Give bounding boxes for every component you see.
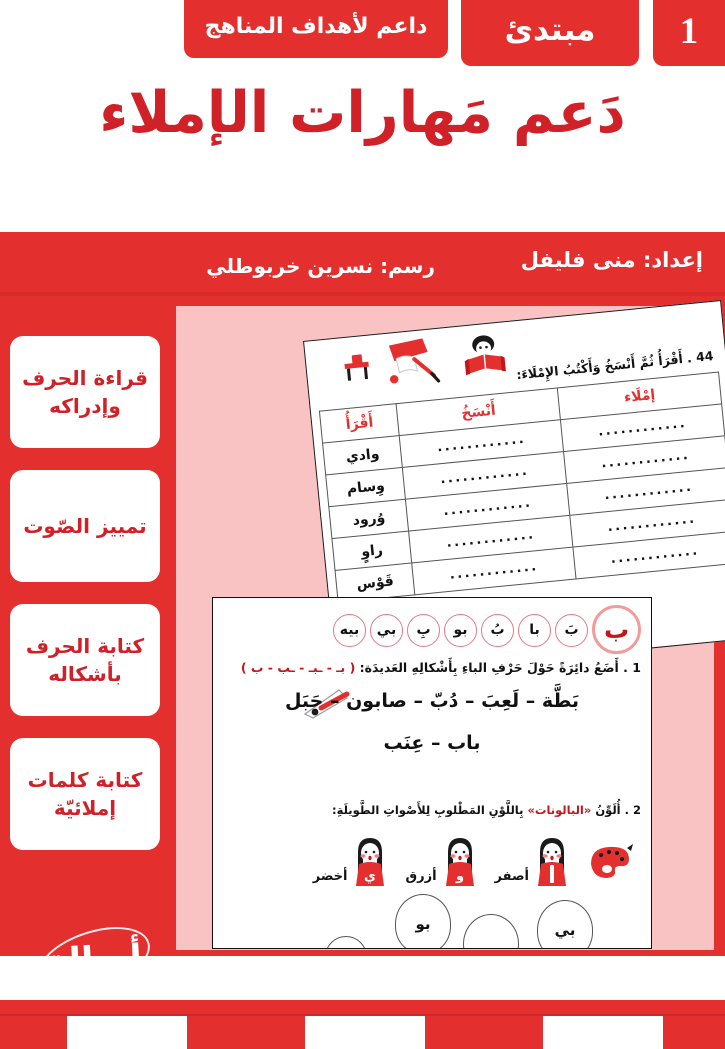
- exercise-2-text-start: 2 . أُلَوِّنُ: [591, 803, 641, 817]
- exercise-2-text-end: بِاللَّوْنِ المَطْلوبِ لِلأَصْواتِ الطَّويلَةِ:: [332, 803, 528, 817]
- svg-text:و: و: [455, 869, 464, 884]
- color-key-item: [313, 836, 390, 888]
- color-key-item: [405, 836, 478, 888]
- cell-copy: ............: [409, 515, 573, 563]
- bottom-tile: [663, 1016, 725, 1049]
- big-letter-baa: ب: [592, 605, 641, 654]
- worksheet-page-front: [212, 597, 652, 949]
- cell-dictation: ............: [570, 499, 725, 547]
- balloon-empty: [325, 936, 367, 949]
- cell-read: وُرود: [329, 499, 409, 538]
- feature-box-sound-discrimination: تمييز الصّوت: [10, 470, 160, 582]
- desk-icon: [339, 349, 376, 386]
- letter-form-circle: با: [518, 614, 551, 647]
- exercise-1-text: 1 . أَضَعُ دائِرَةً حَوْلَ حَرْفِ الباءِ بِأَشْكالِهِ العَديدَة:: [355, 660, 641, 675]
- girl-figure-icon: [351, 836, 389, 888]
- bottom-decorative-bar: [0, 1000, 725, 1049]
- column-header-copy: أَنْسَخُ: [396, 388, 560, 436]
- column-header-dictation: إمْلَاء: [557, 372, 721, 420]
- balloon: بو: [395, 894, 451, 949]
- author-band: [0, 232, 725, 296]
- column-header-read: أَقْرَأُ: [319, 404, 399, 443]
- cell-copy: ............: [403, 452, 567, 500]
- publisher-name: أصالة: [44, 937, 144, 983]
- feature-box-spelling-words: كتابة كلمات إملائيّة: [10, 738, 160, 850]
- bottom-tile: [0, 1016, 67, 1049]
- letter-form-circle: بَ: [555, 614, 588, 647]
- cell-dictation: ............: [564, 436, 725, 484]
- letter-forms-row: [223, 607, 641, 651]
- balloon: بي: [537, 900, 593, 949]
- balloon-row: [253, 890, 611, 949]
- feature-box-list: [10, 336, 160, 872]
- cell-dictation: ............: [567, 468, 725, 516]
- bottom-tile: [425, 1016, 543, 1049]
- color-key-label: أصفر: [494, 869, 529, 884]
- copy-dictation-table: [319, 372, 725, 603]
- author-prepared-by: إعداد: منى فليفل: [520, 248, 703, 272]
- top-badge-row: [0, 0, 725, 70]
- girl-figure-icon: [441, 836, 479, 888]
- balloon-empty: [463, 914, 519, 949]
- letter-form-circle: بِ: [407, 614, 440, 647]
- exercise-2-highlight: «البالونات»: [527, 803, 592, 817]
- feature-box-letter-reading: قراءة الحرف وإدراكه: [10, 336, 160, 448]
- cell-copy: ............: [400, 420, 564, 468]
- badge-curriculum-support: داعم لأهداف المناهج: [184, 0, 448, 58]
- exercise-2-instruction: [223, 803, 641, 817]
- cell-read: قَوْس: [335, 563, 415, 602]
- worksheet-top-instruction: 44 . أَقْرَأُ ثُمَّ أَنْسَخُ وَأَكْتُبُ الإِمْلَاءَ:: [515, 348, 715, 383]
- cell-copy: ............: [412, 547, 576, 595]
- color-key-item: [495, 836, 571, 888]
- bottom-tile: [305, 1016, 425, 1049]
- bottom-tile: [187, 1016, 305, 1049]
- color-key-label: أخضر: [312, 869, 348, 884]
- exercise-1-word-line-1: بَطَّة – لَعِبَ – دُبّ – صابون – جَبَل: [284, 690, 580, 712]
- feature-box-letter-writing: كتابة الحرف بأشكاله: [10, 604, 160, 716]
- svg-text:ي: ي: [364, 869, 377, 884]
- color-key-row: [231, 826, 633, 888]
- bottom-tile: [543, 1016, 663, 1049]
- exercise-1-letter-forms: ( بـ - ـبـ - ـب - ب ): [240, 660, 356, 675]
- letter-form-circle: بُ: [481, 614, 514, 647]
- bottom-tile: [67, 1016, 187, 1049]
- badge-level-name: مبتدئ: [461, 0, 639, 66]
- bottom-tile-strip: [0, 1016, 725, 1049]
- book-title: دَعم مَهارات الإملاء: [99, 80, 626, 146]
- letter-form-circle: بيه: [333, 614, 366, 647]
- exercise-1-word-line-2: باب – عِنَب: [383, 732, 481, 754]
- cell-dictation: ............: [561, 404, 725, 452]
- cell-copy: ............: [406, 483, 570, 531]
- author-illustrated-by: رسم: نسرين خربوطلي: [206, 254, 435, 278]
- cell-read: وادي: [323, 436, 403, 475]
- letter-form-circle: بي: [370, 614, 403, 647]
- publisher-logo: [30, 923, 158, 997]
- cell-dictation: ............: [573, 531, 725, 579]
- cell-read: راوٍ: [332, 531, 412, 570]
- paint-palette-icon: [587, 842, 633, 882]
- color-key-label: أزرق: [405, 869, 437, 884]
- letter-form-circle: بو: [444, 614, 477, 647]
- exercise-1-instruction: [223, 660, 641, 675]
- cell-read: وِسام: [326, 467, 406, 506]
- badge-level-number: 1: [653, 0, 725, 66]
- girl-figure-icon: [533, 836, 571, 888]
